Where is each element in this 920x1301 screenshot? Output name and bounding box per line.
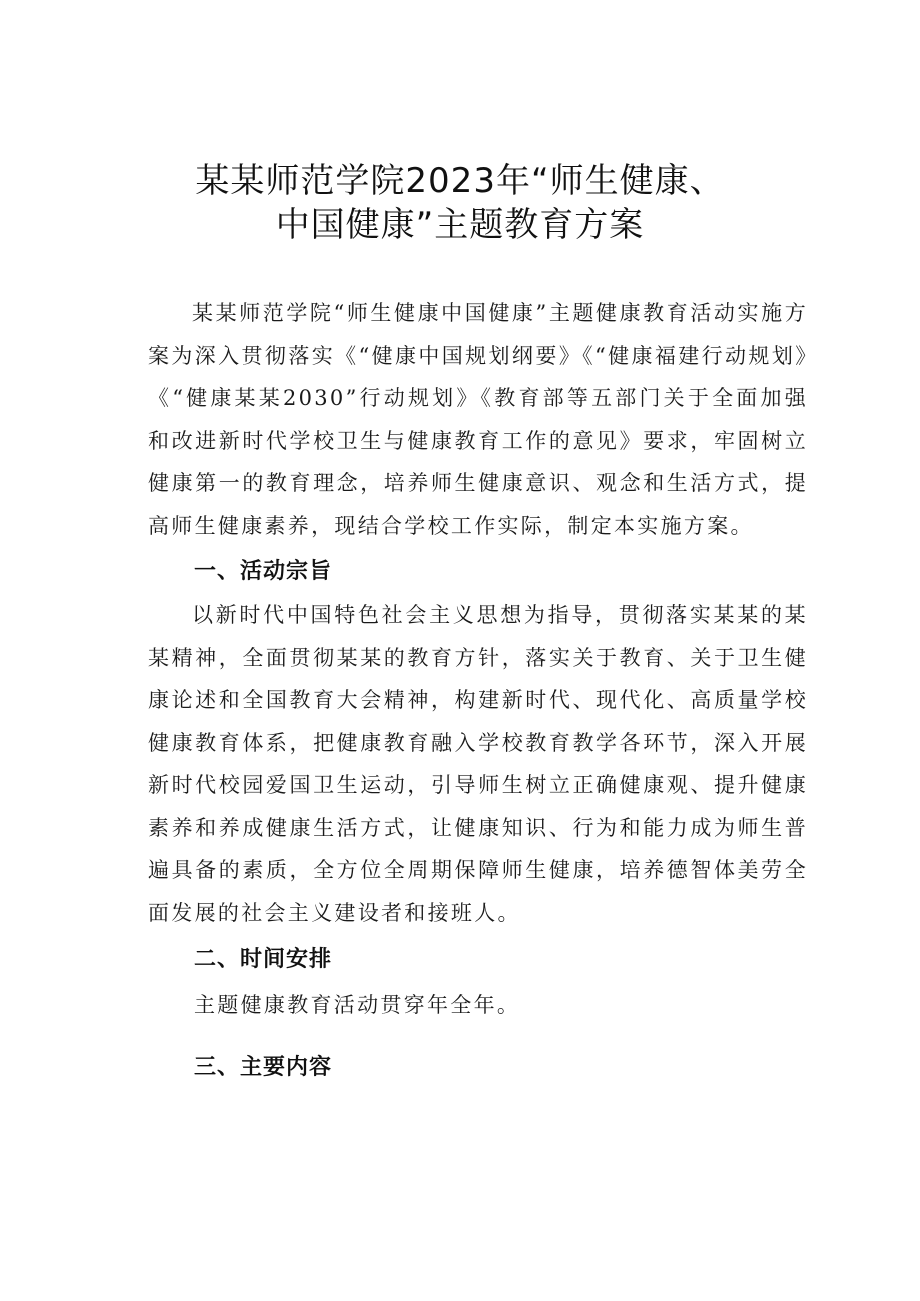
section-heading-schedule: 二、时间安排 [194,947,333,972]
intro-paragraph: 某某师范学院“师生健康中国健康”主题健康教育活动实施方案为深入贯彻落实《“健康中国规划纲要》《“健康福建行动规划》《“健康某某2030”行动规划》《教育部等五部门关于全面加强和改进新时代学校卫生与健康教育工作的意见》要求，牢固树立健康第一的教育理念，培养师生健康意识、观念和生活方式，提高师生健康素养，现结合学校工作实际，制定本实施方案。 [148,301,808,538]
section-heading-purpose: 一、活动宗旨 [194,559,333,584]
document-title-line-2: 中国健康”主题教育方案 [275,205,645,245]
document-title-line-1: 某某师范学院2023年“师生健康、 [195,161,725,201]
section-paragraph-schedule: 主题健康教育活动贯穿年全年。 [194,993,521,1017]
section-heading-main-content: 三、主要内容 [194,1055,333,1080]
section-paragraph-purpose: 以新时代中国特色社会主义思想为指导，贯彻落实某某的某某精神，全面贯彻某某的教育方针，落实关于教育、关于卫生健康论述和全国教育大会精神，构建新时代、现代化、高质量学校健康教育体系，把健康教育融入学校教育教学各环节，深入开展新时代校园爱国卫生运动，引导师生树立正确健康观、提升健康素养和养成健康生活方式，让健康知识、行为和能力成为师生普遍具备的素质，全方位全周期保障师生健康，培养德智体美劳全面发展的社会主义建设者和接班人。 [148,603,808,925]
